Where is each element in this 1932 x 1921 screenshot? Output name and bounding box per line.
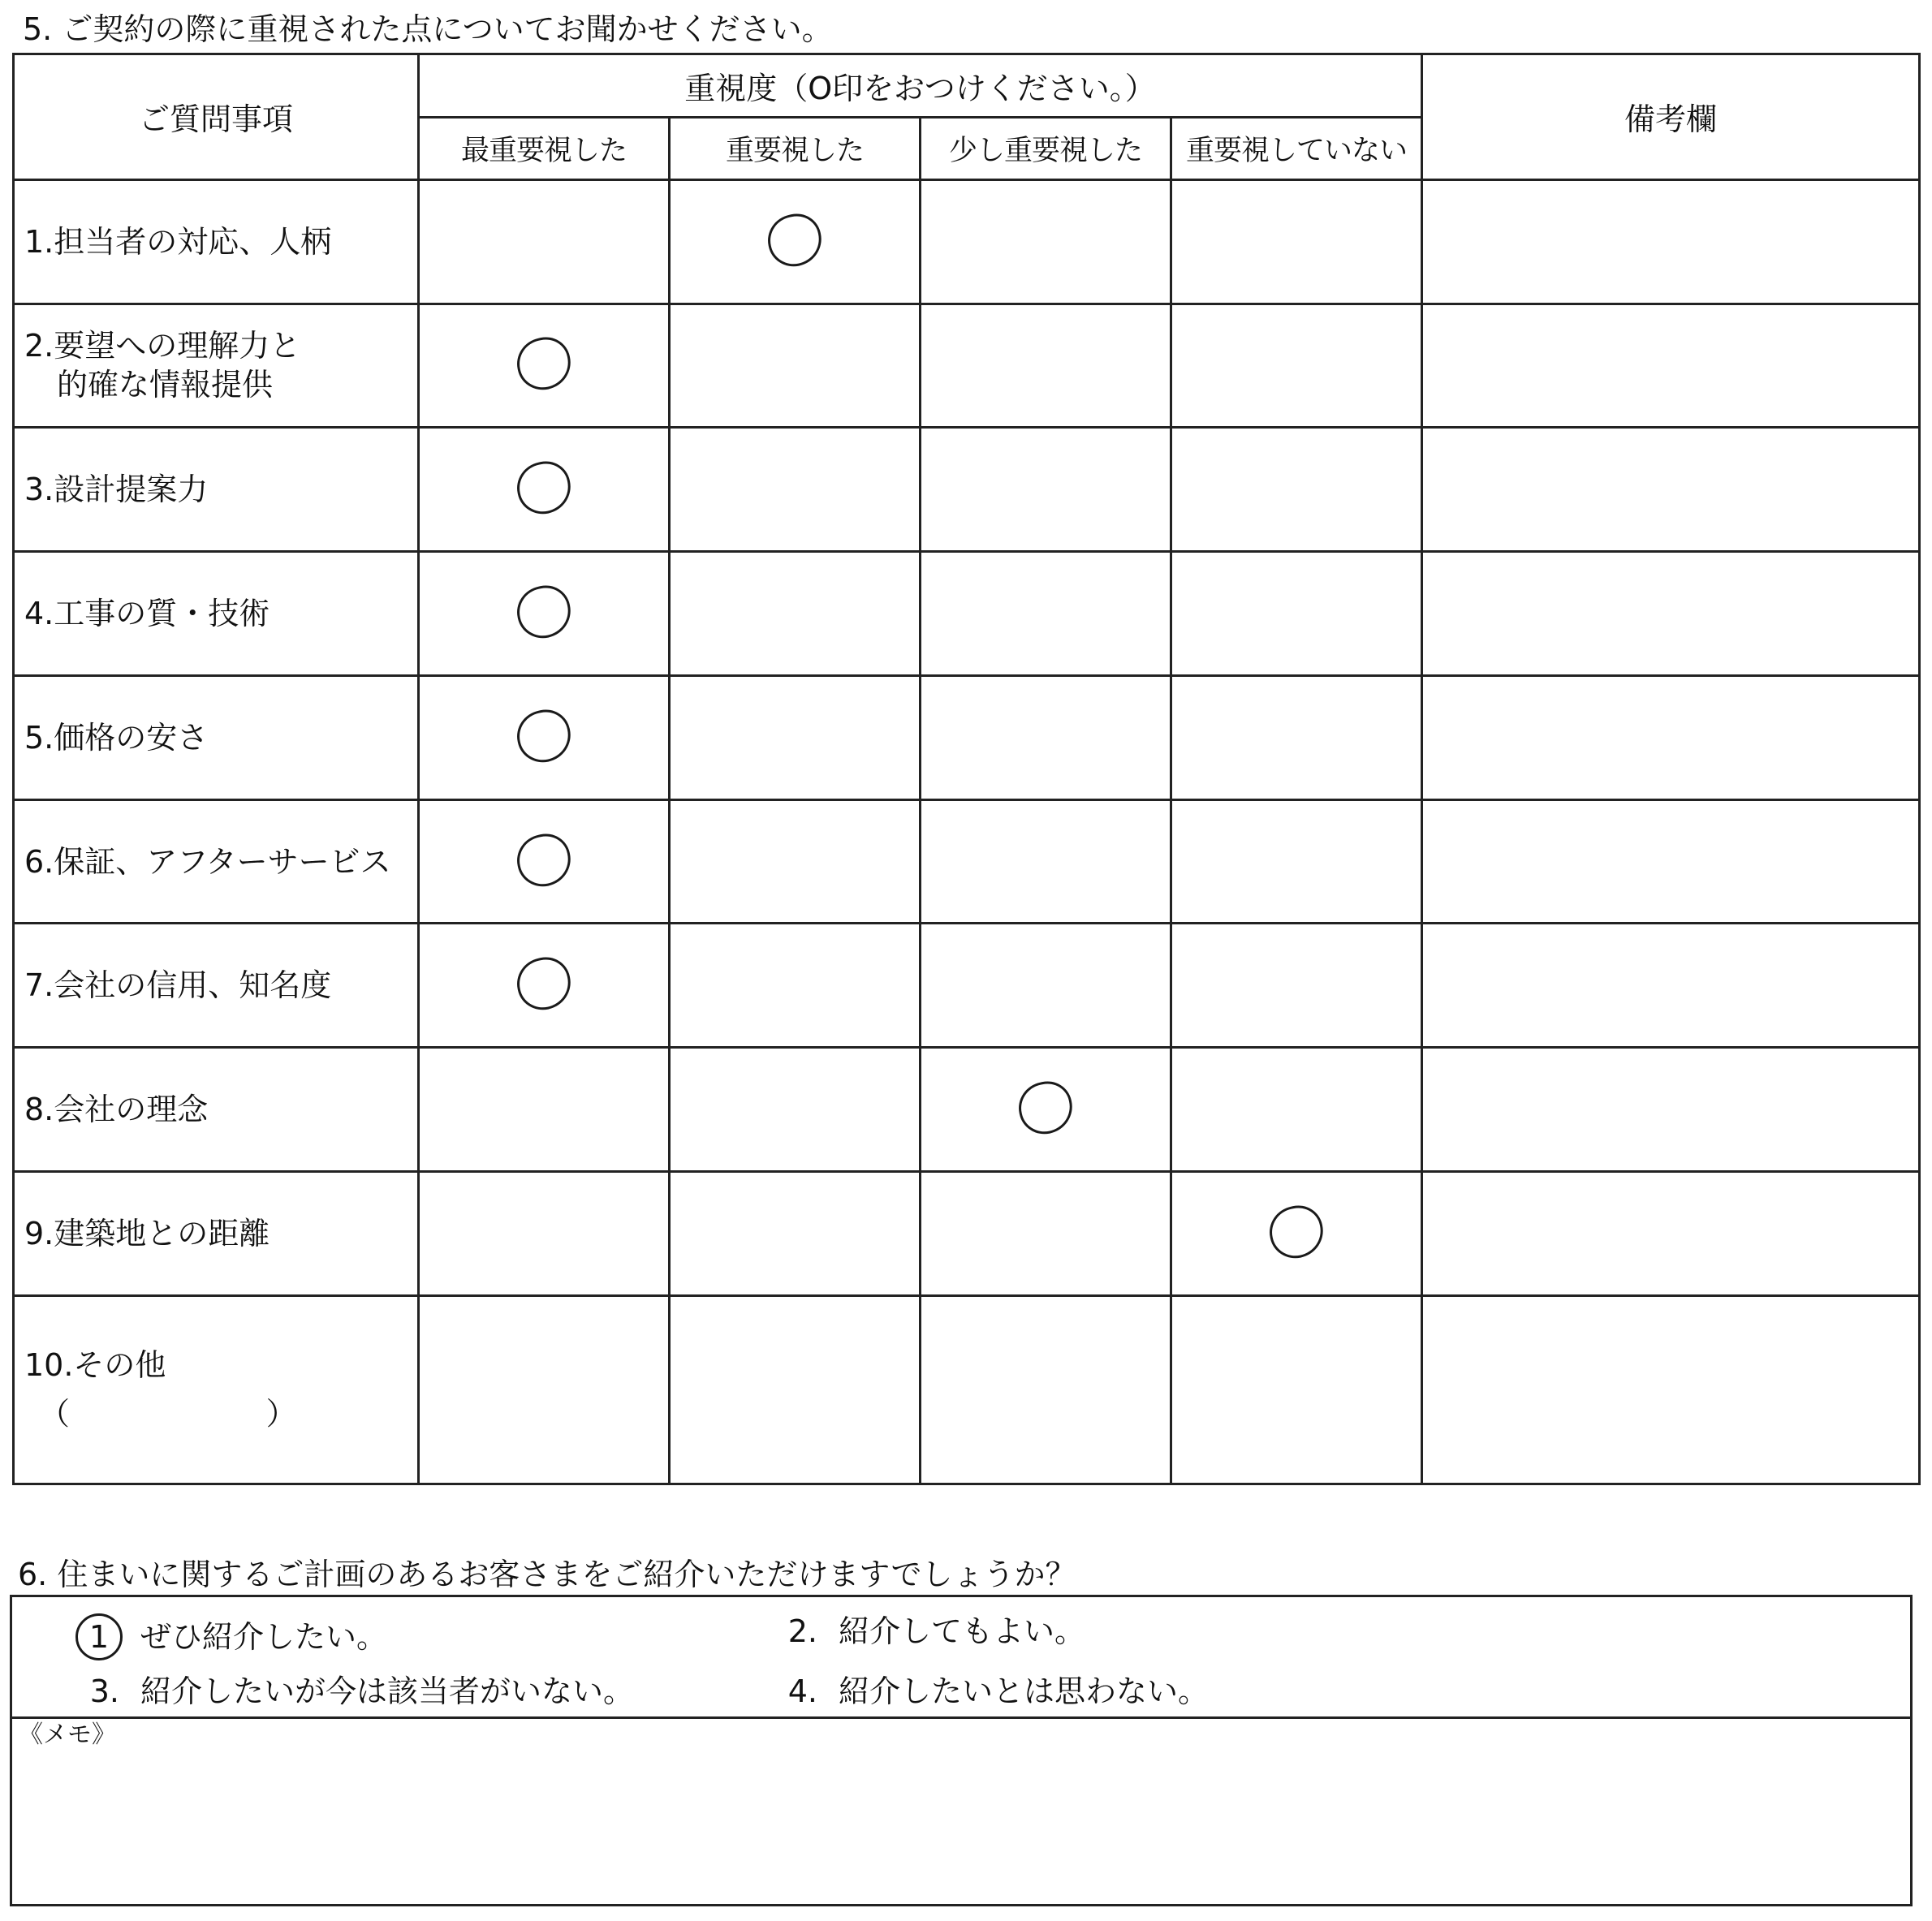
memo-divider: [12, 1716, 1910, 1719]
item-label-cell: [14, 799, 419, 924]
circle-mark: [512, 953, 576, 1014]
rating-cell-level-2[interactable]: [670, 304, 921, 428]
table-row: [14, 1295, 1920, 1484]
item-label: 8.会社の理念: [24, 1092, 209, 1128]
table-row: [14, 924, 1920, 1048]
remarks-cell[interactable]: [1422, 304, 1920, 428]
rating-cell-level-3[interactable]: [921, 1295, 1171, 1484]
item-label: 5.価格の安さ: [24, 719, 209, 756]
rating-cell-level-3[interactable]: [921, 675, 1171, 799]
option-3-label: 紹介したいが今は該当者がいない。: [140, 1673, 635, 1709]
item-label: 1.担当者の対応、人柄: [24, 223, 332, 260]
rating-cell-level-4[interactable]: [1171, 304, 1422, 428]
rating-cell-level-3[interactable]: [921, 552, 1171, 676]
rating-cell-level-4[interactable]: [1171, 799, 1422, 924]
table-row: [14, 428, 1920, 552]
item-label-cell: [14, 552, 419, 676]
item-label-cell: [14, 924, 419, 1048]
remarks-cell[interactable]: [1422, 799, 1920, 924]
item-label-cell: [14, 1295, 419, 1484]
option-2[interactable]: [767, 1613, 1085, 1649]
rating-cell-level-3[interactable]: [921, 428, 1171, 552]
rating-cell-level-1[interactable]: [419, 1048, 670, 1172]
rating-cell-level-1[interactable]: [419, 924, 670, 1048]
option-1-circle-mark: 1: [75, 1613, 123, 1660]
rating-cell-level-2[interactable]: [670, 552, 921, 676]
rating-cell-level-3[interactable]: [921, 1048, 1171, 1172]
option-4[interactable]: [767, 1673, 1209, 1709]
header-importance-group: 重視度（O印をおつけください。）: [419, 54, 1422, 118]
circle-mark: [512, 457, 576, 519]
option-1-number: [69, 1613, 119, 1660]
rating-cell-level-1[interactable]: [419, 428, 670, 552]
item-label-cell: [14, 304, 419, 428]
rating-cell-level-3[interactable]: [921, 799, 1171, 924]
header-level-1: 最重要視した: [419, 118, 670, 179]
option-3-number: 3.: [89, 1673, 119, 1709]
rating-cell-level-1[interactable]: [419, 1295, 670, 1484]
rating-cell-level-2[interactable]: [670, 1295, 921, 1484]
rating-cell-level-4[interactable]: [1171, 552, 1422, 676]
table-row: [14, 799, 1920, 924]
circle-mark: [512, 581, 576, 643]
rating-cell-level-2[interactable]: [670, 428, 921, 552]
option-3[interactable]: [69, 1673, 634, 1709]
rating-cell-level-3[interactable]: [921, 304, 1171, 428]
item-label-cell: [14, 428, 419, 552]
rating-cell-level-1[interactable]: [419, 179, 670, 304]
item-label: 4.工事の質・技術: [24, 596, 270, 632]
circle-mark: [1014, 1077, 1077, 1139]
other-specify-field[interactable]: （ ）: [39, 1396, 297, 1432]
rating-cell-level-3[interactable]: [921, 1172, 1171, 1296]
remarks-cell[interactable]: [1422, 179, 1920, 304]
importance-survey-table: [12, 53, 1921, 1485]
rating-cell-level-4[interactable]: [1171, 428, 1422, 552]
rating-cell-level-3[interactable]: [921, 924, 1171, 1048]
rating-cell-level-4[interactable]: [1171, 924, 1422, 1048]
table-row: [14, 1172, 1920, 1296]
rating-cell-level-4[interactable]: [1171, 1172, 1422, 1296]
remarks-cell[interactable]: [1422, 1172, 1920, 1296]
rating-cell-level-1[interactable]: [419, 552, 670, 676]
option-1[interactable]: [69, 1613, 387, 1660]
option-4-label: 紹介したいとは思わない。: [839, 1673, 1210, 1709]
option-2-number: 2.: [787, 1613, 817, 1649]
item-label: 6.保証、アフターサービス: [24, 843, 391, 880]
header-level-2: 重要視した: [670, 118, 921, 179]
table-row: [14, 1048, 1920, 1172]
item-label-cell: [14, 675, 419, 799]
rating-cell-level-1[interactable]: [419, 799, 670, 924]
item-label: 3.設計提案力: [24, 472, 209, 508]
q5-title: 5. ご契約の際に重視された点についてお聞かせください。: [23, 11, 833, 47]
table-row: [14, 179, 1920, 304]
table-row: [14, 675, 1920, 799]
remarks-cell[interactable]: [1422, 924, 1920, 1048]
rating-cell-level-2[interactable]: [670, 1172, 921, 1296]
item-label-cell: [14, 1048, 419, 1172]
rating-cell-level-2[interactable]: [670, 675, 921, 799]
circle-mark: [763, 209, 826, 271]
remarks-cell[interactable]: [1422, 1295, 1920, 1484]
remarks-cell[interactable]: [1422, 552, 1920, 676]
option-2-label: 紹介してもよい。: [839, 1613, 1086, 1649]
item-label-cell: [14, 1172, 419, 1296]
survey-rows: [14, 179, 1920, 1484]
item-label: 7.会社の信用、知名度: [24, 967, 332, 1004]
item-label-cell: [14, 179, 419, 304]
option-1-label: ぜひ紹介したい。: [140, 1619, 388, 1655]
rating-cell-level-4[interactable]: [1171, 675, 1422, 799]
rating-cell-level-2[interactable]: [670, 179, 921, 304]
circle-mark: [512, 829, 576, 890]
circle-mark: [1265, 1201, 1328, 1263]
table-row: [14, 552, 1920, 676]
rating-cell-level-4[interactable]: [1171, 1048, 1422, 1172]
rating-cell-level-2[interactable]: [670, 799, 921, 924]
header-level-4: 重要視していない: [1171, 118, 1422, 179]
header-level-3: 少し重要視した: [921, 118, 1171, 179]
item-label-line2: 的確な情報提供: [57, 367, 274, 403]
rating-cell-level-1[interactable]: [419, 304, 670, 428]
item-label: 9.建築地との距離: [24, 1215, 270, 1251]
rating-cell-level-4[interactable]: [1171, 179, 1422, 304]
circle-mark: [512, 705, 576, 767]
remarks-cell[interactable]: [1422, 1048, 1920, 1172]
q6-title: 6. 住まいに関するご計画のあるお客さまをご紹介いただけますでしょうか？: [18, 1557, 1076, 1592]
item-label: 2.要望への理解力と: [24, 328, 301, 364]
remarks-cell[interactable]: [1422, 675, 1920, 799]
item-label: 10.その他: [24, 1347, 166, 1384]
option-4-number: 4.: [787, 1673, 817, 1709]
rating-cell-level-4[interactable]: [1171, 1295, 1422, 1484]
rating-cell-level-1[interactable]: [419, 675, 670, 799]
rating-cell-level-2[interactable]: [670, 924, 921, 1048]
rating-cell-level-3[interactable]: [921, 179, 1171, 304]
q6-answer-box: [10, 1595, 1913, 1906]
header-remarks-col: 備考欄: [1422, 54, 1920, 180]
remarks-cell[interactable]: [1422, 428, 1920, 552]
circle-mark: [512, 333, 576, 394]
table-row: [14, 304, 1920, 428]
header-item-col: ご質問事項: [14, 54, 419, 180]
rating-cell-level-1[interactable]: [419, 1172, 670, 1296]
memo-label: 《メモ》: [19, 1721, 116, 1749]
rating-cell-level-2[interactable]: [670, 1048, 921, 1172]
